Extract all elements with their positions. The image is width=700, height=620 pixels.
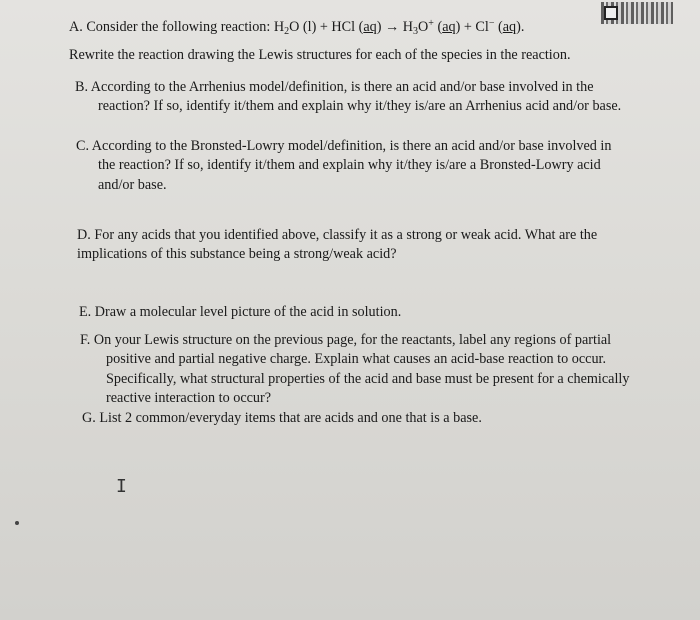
question-f-line1: F. On your Lewis structure on the previous page, for the reactants, label any regions of partial <box>80 332 612 348</box>
margin-dot <box>15 521 19 525</box>
rewrite-instruction: Rewrite the reaction drawing the Lewis structures for each of the species in the reaction. <box>69 47 571 63</box>
question-a: A. Consider the following reaction: $H_2O$ (l) + HCl $(aq) \to H_3O^+$ (aq) + Cl− (aq). <box>69 18 525 37</box>
text-cursor-icon: I <box>116 476 127 497</box>
question-d-line1: D. For any acids that you identified above, classify it as a strong or weak acid. What are the <box>77 227 598 243</box>
question-d-line2: implications of this substance being a strong/weak acid? <box>77 246 397 262</box>
question-f-line3: Specifically, what structural properties of the acid and base must be present for a chemically <box>106 371 630 387</box>
question-b-line2: reaction? If so, identify it/them and explain why it/they is/are an Arrhenius acid and/or base. <box>98 98 622 114</box>
question-e: E. Draw a molecular level picture of the acid in solution. <box>79 304 402 320</box>
question-g: G. List 2 common/everyday items that are acids and one that is a base. <box>82 410 482 426</box>
question-c-line1: C. According to the Bronsted-Lowry model/definition, is there an acid and/or base involved in <box>76 138 612 154</box>
question-c-line3: and/or base. <box>98 177 167 193</box>
question-f-line2: positive and partial negative charge. Explain what causes an acid-base reaction to occur. <box>106 351 607 367</box>
question-b-line1: B. According to the Arrhenius model/definition, is there an acid and/or base involved in the <box>75 79 594 95</box>
question-f-line4: reactive interaction to occur? <box>106 390 272 406</box>
question-c-line2: the reaction? If so, identify it/them and explain why it/they is/are a Bronsted-Lowry acid <box>98 157 601 173</box>
